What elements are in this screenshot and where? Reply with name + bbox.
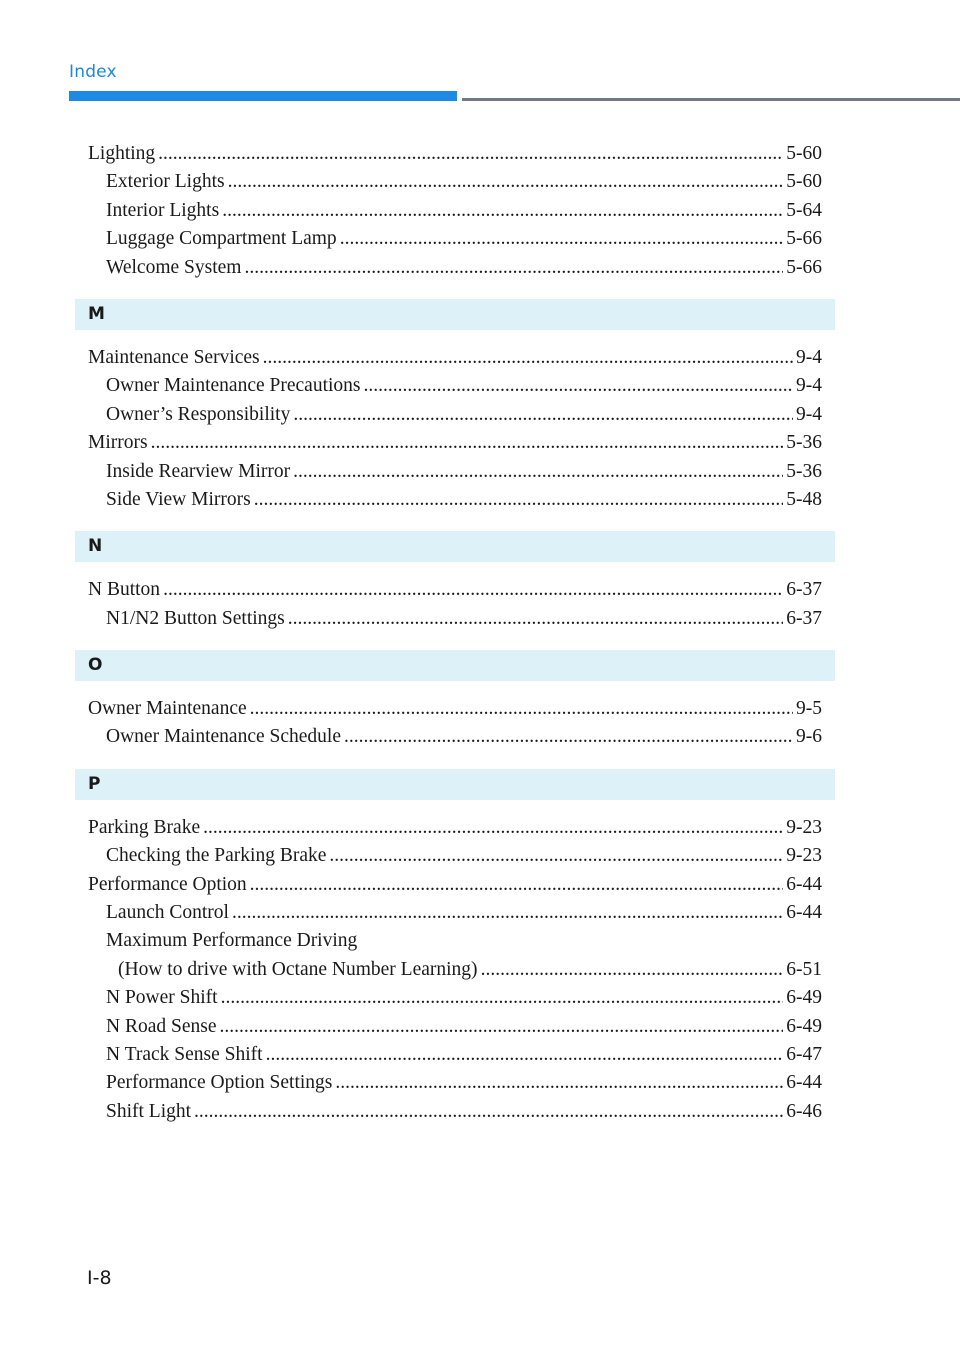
index-entry-page: 5-48 <box>786 488 822 510</box>
index-entry[interactable] <box>75 197 835 225</box>
section-header-m: M <box>75 299 835 330</box>
dot-leader <box>335 1069 783 1097</box>
index-entry-page: 9-23 <box>786 845 822 867</box>
index-entry-label: Maximum Performance Driving <box>106 930 358 952</box>
index-entry[interactable] <box>75 344 835 372</box>
index-entry-label: Parking Brake <box>88 816 201 838</box>
index-entry-page: 9-4 <box>796 403 822 425</box>
index-entry[interactable] <box>75 899 835 927</box>
index-entry-page: 9-6 <box>796 726 822 748</box>
index-entry[interactable] <box>75 871 835 899</box>
index-entry-page: 9-23 <box>786 816 822 838</box>
index-entry[interactable] <box>75 695 835 723</box>
dot-leader <box>293 458 783 486</box>
dot-leader <box>194 1098 783 1126</box>
index-entry-page: 5-60 <box>786 171 822 193</box>
index-entry-page: 6-44 <box>786 873 822 895</box>
dot-leader <box>158 140 783 168</box>
index-entry-label: Shift Light <box>106 1100 192 1122</box>
dot-leader <box>254 486 784 514</box>
index-entry[interactable] <box>75 458 835 486</box>
index-entry-label: Owner Maintenance Schedule <box>106 726 341 748</box>
index-entry-label: Lighting <box>88 143 156 164</box>
index-entry-page: 5-66 <box>786 228 822 250</box>
dot-leader <box>263 344 793 372</box>
dot-leader <box>250 695 793 723</box>
index-entry-page: 5-66 <box>786 256 822 278</box>
index-entry-page: 5-64 <box>786 199 822 221</box>
index-entry-label: Inside Rearview Mirror <box>106 460 291 482</box>
index-entry[interactable] <box>75 401 835 429</box>
index-entry[interactable] <box>75 140 835 168</box>
index-entry[interactable] <box>75 486 835 514</box>
dot-leader <box>163 576 783 604</box>
index-entry-label: N Track Sense Shift <box>106 1043 263 1065</box>
dot-leader <box>293 401 793 429</box>
dot-leader <box>364 372 794 400</box>
dot-leader <box>221 984 784 1012</box>
index-entry-label: Interior Lights <box>106 199 220 221</box>
index-entry-page: 5-36 <box>786 432 822 454</box>
index-entry-label: N1/N2 Button Settings <box>106 607 285 629</box>
index-entry[interactable] <box>75 254 835 282</box>
dot-leader <box>151 429 784 457</box>
dot-leader <box>250 871 784 899</box>
index-entry[interactable] <box>75 429 835 457</box>
index-entry[interactable] <box>75 1041 835 1069</box>
index-entry-page: 6-37 <box>786 579 822 601</box>
index-entry-label: Performance Option <box>88 873 247 895</box>
index-entry-label: Welcome System <box>106 256 242 278</box>
index-entry-label: N Button <box>88 579 161 601</box>
index-entry[interactable] <box>75 842 835 870</box>
index-entry-label: Owner’s Responsibility <box>106 403 291 425</box>
dot-leader <box>288 605 783 633</box>
header-accent-bar <box>69 91 457 101</box>
index-entry[interactable] <box>75 927 835 955</box>
index-entry[interactable] <box>75 984 835 1012</box>
index-entry[interactable] <box>75 372 835 400</box>
index-entry-page: 9-5 <box>796 698 822 720</box>
index-entry-label: Owner Maintenance <box>88 698 247 720</box>
index-entry-label: Performance Option Settings <box>106 1072 333 1094</box>
index-entry-label: Luggage Compartment Lamp <box>106 228 337 250</box>
index-entry-label: Side View Mirrors <box>106 488 251 510</box>
index-entry-label: Launch Control <box>106 902 229 924</box>
index-entry-page: 6-37 <box>786 607 822 629</box>
index-entry-page: 9-4 <box>796 346 822 368</box>
index-entry-page: 6-44 <box>786 902 822 924</box>
index-entry[interactable] <box>75 1013 835 1041</box>
dot-leader <box>222 197 783 225</box>
index-entry-label: Maintenance Services <box>88 346 260 368</box>
dot-leader <box>220 1013 784 1041</box>
page-number: I-8 <box>87 1267 112 1289</box>
dot-leader <box>340 225 784 253</box>
index-entry-label: N Road Sense <box>106 1015 217 1037</box>
index-entry[interactable] <box>75 1069 835 1097</box>
index-entry-label: (How to drive with Octane Number Learning) <box>118 958 478 980</box>
section-header-n: N <box>75 531 835 562</box>
section-header-p: P <box>75 769 835 800</box>
index-list <box>75 140 835 1126</box>
index-entry-page: 9-4 <box>796 375 822 397</box>
index-entry-page: 5-60 <box>786 143 822 164</box>
index-entry-page: 6-47 <box>786 1043 822 1065</box>
dot-leader <box>232 899 783 927</box>
index-entry-label: Checking the Parking Brake <box>106 845 327 867</box>
index-entry[interactable] <box>75 814 835 842</box>
dot-leader <box>329 842 783 870</box>
index-entry-label: N Power Shift <box>106 987 218 1009</box>
header-rule <box>462 98 960 101</box>
index-entry-page: 6-44 <box>786 1072 822 1094</box>
index-entry-page: 5-36 <box>786 460 822 482</box>
index-entry[interactable] <box>75 225 835 253</box>
index-entry[interactable] <box>75 576 835 604</box>
dot-leader <box>244 254 783 282</box>
index-entry-page: 6-49 <box>786 1015 822 1037</box>
page-header-title: Index <box>69 62 117 82</box>
index-entry-page: 6-49 <box>786 987 822 1009</box>
dot-leader <box>266 1041 784 1069</box>
dot-leader <box>228 168 784 196</box>
section-header-o: O <box>75 650 835 681</box>
index-entry-label: Exterior Lights <box>106 171 225 193</box>
index-entry[interactable] <box>75 1098 835 1126</box>
index-entry[interactable] <box>75 723 835 751</box>
index-entry[interactable] <box>75 605 835 633</box>
dot-leader <box>203 814 783 842</box>
index-entry[interactable] <box>75 956 835 984</box>
index-entry-page: 6-51 <box>786 958 822 980</box>
index-entry-page: 6-46 <box>786 1100 822 1122</box>
dot-leader <box>481 956 784 984</box>
dot-leader <box>344 723 793 751</box>
index-entry-label: Mirrors <box>88 432 148 454</box>
index-entry[interactable] <box>75 168 835 196</box>
index-entry-label: Owner Maintenance Precautions <box>106 375 361 397</box>
